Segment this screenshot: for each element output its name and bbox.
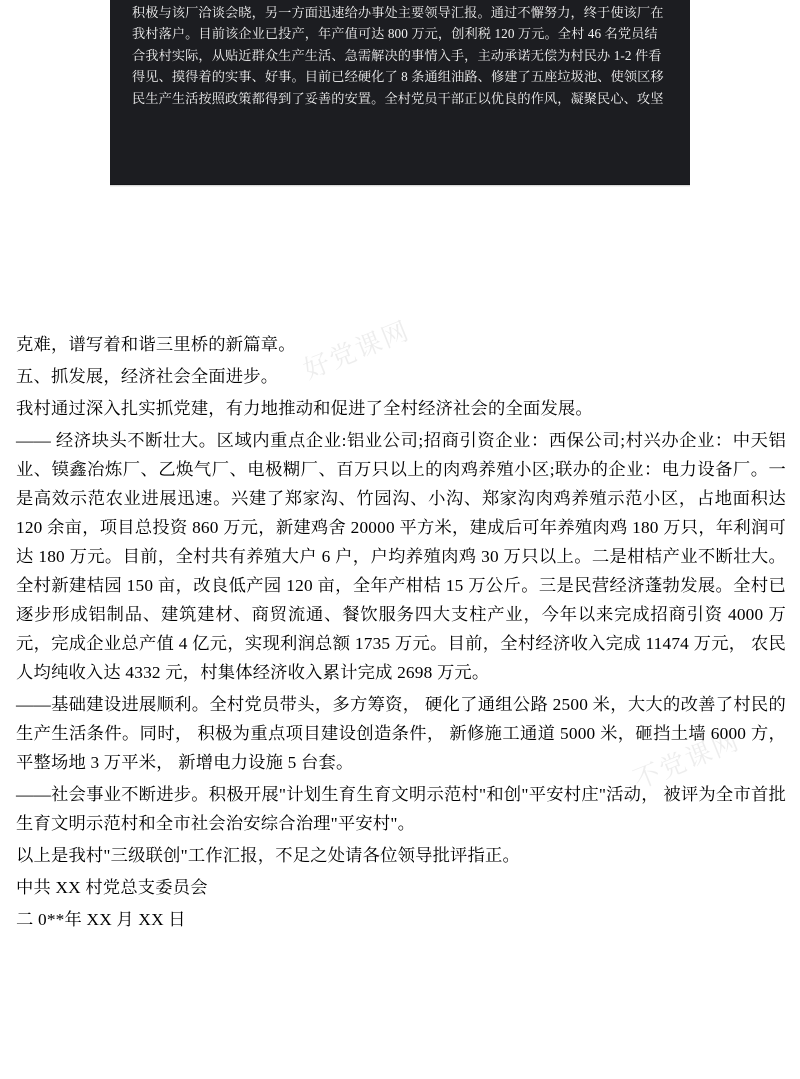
preview-line: 合我村实际，从贴近群众生产生活、急需解决的事情入手，主动承诺无偿为村民办 1-2 件看	[132, 47, 662, 63]
paragraph: ——基础建设进展顺利。全村党员带头，多方筹资， 硬化了通组公路 2500 米，大大的改善了村民的生产生活条件。同时， 积极为重点项目建设创造条件， 新修施工通道 5000 米，砸挡土墙 6000 方， 平整场地 3 万平米， 新增电力设施 5 台套。	[16, 695, 787, 772]
preview-line: 得见、摸得着的实事、好事。目前已经硬化了 8 条通组油路、修建了五座垃圾池、使领区移	[132, 69, 664, 84]
watermark: 不党课网	[629, 725, 745, 795]
document-body	[16, 330, 786, 937]
document-preview-block	[110, 0, 690, 185]
paragraph: ——社会事业不断进步。积极开展"计划生育生育文明示范村"和创"平安村庄"活动， 被评为全市首批生育文明示范村和全市社会治安综合治理"平安村"。	[16, 785, 786, 833]
paragraph: —— 经济块头不断壮大。区域内重点企业:铝业公司;招商引资企业：西保公司;村兴办企业：中天铝业、镆鑫冶炼厂、乙焕气厂、电极糊厂、百万只以上的肉鸡养殖小区;联办的企业：电力设备厂。一是高效示范农业进展迅速。兴建了郑家沟、竹园沟、小沟、郑家沟肉鸡养殖示范小区，占地面积达 120 余亩，项目总投资 860 万元，新建鸡舍 20000 平方米，建成后可年养殖肉鸡 180 万只，年利润可达 180 万元。目前，全村共有养殖大户 6 户，户均养殖肉鸡 30 万只以上。二是柑桔产业不断壮大。全村新建桔园 150 亩，改良低产园 120 亩，全年产柑桔 15 万公斤。三是民营经济蓬勃发展。全村已逐步形成铝制品、建筑建材、商贸流通、餐饮服务四大支柱产业，今年以来完成招商引资 4000 万元，完成企业总产值 4 亿元，实现利润总额 1735 万元。目前，全村经济收入完成 11474 万元， 农民人均纯收入达 4332 元，村集体经济收入累计完成 2698 万元。	[16, 431, 786, 682]
paragraph: 五、抓发展，经济社会全面进步。	[16, 367, 279, 386]
paragraph: 克难，谱写着和谐三里桥的新篇章。	[16, 335, 296, 354]
paragraph: 以上是我村"三级联创"工作汇报，不足之处请各位领导批评指正。	[16, 846, 520, 865]
paragraph: 我村通过深入扎实抓党建，有力地推动和促进了全村经济社会的全面发展。	[16, 399, 593, 418]
preview-line: 积极与该厂洽谈会晓，另一方面迅速给办事处主要领导汇报。通过不懈努力，终于使该厂在	[132, 4, 664, 20]
signature-date: 二 0**年 XX 月 XX 日	[16, 910, 186, 929]
watermark: 好党课网	[299, 315, 415, 385]
signature-org: 中共 XX 村党总支委员会	[16, 878, 208, 897]
preview-line: 我村落户。目前该企业已投产，年产值可达 800 万元，创利税 120 万元。全村 46 名党员结	[132, 26, 658, 41]
preview-line: 民生产生活按照政策都得到了妥善的安置。全村党员干部正以优良的作风，凝聚民心、攻坚	[132, 90, 664, 106]
